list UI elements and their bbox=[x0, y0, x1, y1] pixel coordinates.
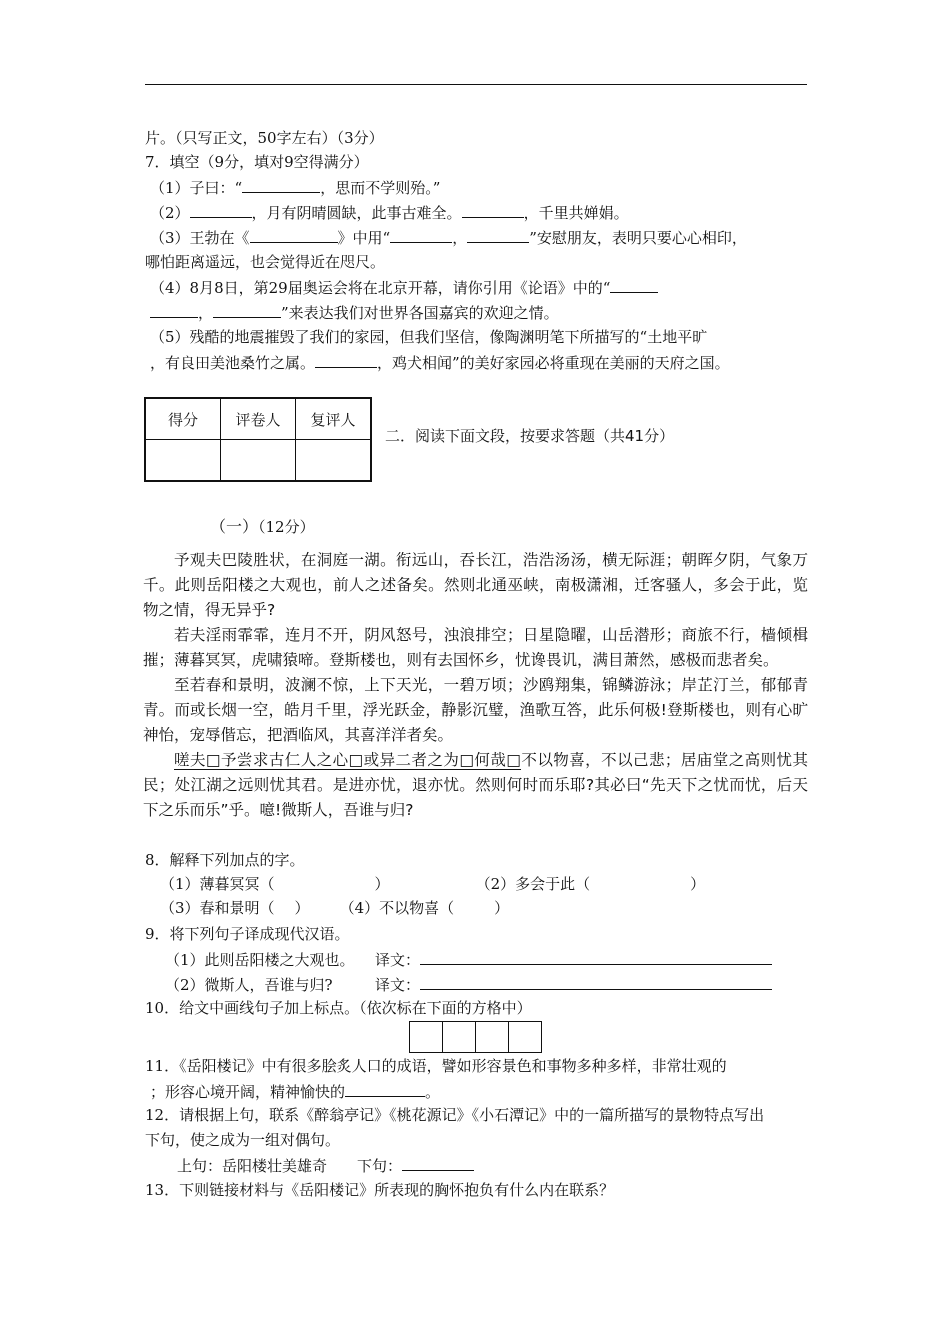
score-table bbox=[144, 397, 372, 482]
q7-line3: （3）王勃在《 》中用“ ， ”安慰朋友，表明只要心心相印， bbox=[150, 229, 747, 247]
answer-line[interactable] bbox=[420, 974, 772, 990]
blank[interactable] bbox=[345, 1081, 425, 1097]
score-header-score: 得分 bbox=[145, 398, 221, 440]
blank[interactable] bbox=[213, 302, 281, 318]
blank[interactable] bbox=[242, 177, 320, 193]
passage-p1: 予观夫巴陵胜状，在洞庭一湖。衔远山，吞长江，浩浩汤汤，横无际涯；朝晖夕阴，气象万千。此则岳阳楼之大观也，前人之述备矣。然则北通巫峡，南极潇湘，迁客骚人，多会于此，览物之情，得无异乎? bbox=[143, 551, 808, 619]
q7-line1: （1）子曰：“ ，思而不学则殆。” bbox=[150, 179, 441, 197]
grader-cell[interactable] bbox=[221, 440, 296, 482]
blank[interactable] bbox=[390, 227, 452, 243]
underlined-sentence: 嗟夫□予尝求古仁人之心□或异二者之为□何哉□ bbox=[174, 751, 522, 769]
q6-tail: 片。（只写正文，50字左右）（3分） bbox=[145, 129, 384, 147]
passage-p4: 嗟夫□予尝求古仁人之心□或异二者之为□何哉□不以物喜，不以己悲；居庙堂之高则忧其民；处江湖之远则忧其君。是进亦忧，退亦忧。然则何时而乐耶?其必曰“先天下之忧而忧，后天下之乐而乐”乎。噫!微斯人，吾谁与归? bbox=[143, 751, 808, 819]
q9-s2: （2）微斯人，吾谁与归? 译文： bbox=[165, 974, 772, 995]
q9-s1: （1）此则岳阳楼之大观也。 译文： bbox=[165, 949, 772, 970]
blank[interactable] bbox=[402, 1155, 474, 1171]
punctuation-boxes bbox=[410, 1021, 542, 1053]
q12-line2: 下句，使之成为一组对偶句。 bbox=[145, 1131, 341, 1149]
passage-p2: 若夫淫雨霏霏，连月不开，阴风怒号，浊浪排空；日星隐曜，山岳潜形；商旅不行，樯倾楫摧；薄暮冥冥，虎啸猿啼。登斯楼也，则有去国怀乡，忧谗畏讥，满目萧然，感极而悲者矣。 bbox=[143, 626, 808, 669]
q7-line5-cont: ，有良田美池桑竹之属。 ，鸡犬相闻”的美好家园必将重现在美丽的天府之国。 bbox=[150, 354, 730, 372]
blank[interactable] bbox=[190, 202, 252, 218]
q7-title: 7．填空（9分，填对9空得满分） bbox=[145, 153, 369, 171]
q11-line1: 11．《岳阳楼记》中有很多脍炙人口的成语，譬如形容景色和事物多种多样，非常壮观的 bbox=[145, 1057, 727, 1075]
punctuation-box[interactable] bbox=[508, 1021, 542, 1053]
header-rule bbox=[145, 84, 807, 85]
q10: 10．给文中画线句子加上标点。（依次标在下面的方格中） bbox=[145, 999, 532, 1017]
blank[interactable] bbox=[610, 277, 658, 293]
blank[interactable] bbox=[250, 227, 338, 243]
punctuation-box[interactable] bbox=[475, 1021, 509, 1053]
passage bbox=[143, 548, 808, 823]
q12-line1: 12．请根据上句，联系《醉翁亭记》《桃花源记》《小石潭记》中的一篇所描写的景物特点写出 bbox=[145, 1106, 765, 1124]
q13: 13．下则链接材料与《岳阳楼记》所表现的胸怀抱负有什么内在联系？ bbox=[145, 1181, 615, 1199]
q9-title: 9．将下列句子译成现代汉语。 bbox=[145, 925, 350, 943]
score-header-reviewer: 复评人 bbox=[296, 398, 372, 440]
blank[interactable] bbox=[462, 202, 524, 218]
q7-line3-cont: 哪怕距离遥远，也会觉得近在咫尺。 bbox=[145, 253, 386, 271]
q7-line5: （5）残酷的地震摧毁了我们的家园，但我们坚信，像陶渊明笔下所描写的“土地平旷 bbox=[150, 328, 708, 346]
blank[interactable] bbox=[315, 352, 377, 368]
reviewer-cell[interactable] bbox=[296, 440, 372, 482]
punctuation-box[interactable] bbox=[442, 1021, 476, 1053]
score-cell[interactable] bbox=[145, 440, 221, 482]
punctuation-box[interactable] bbox=[409, 1021, 443, 1053]
score-header-grader: 评卷人 bbox=[221, 398, 296, 440]
q8-row2: （3）春和景明（ ） （4）不以物喜（ ） bbox=[160, 899, 510, 917]
blank[interactable] bbox=[467, 227, 529, 243]
q7-line2: （2） ，月有阴晴圆缺，此事古难全。 ，千里共婵娟。 bbox=[150, 204, 629, 222]
blank[interactable] bbox=[150, 302, 198, 318]
q8-title: 8．解释下列加点的字。 bbox=[145, 851, 305, 869]
q8-row1: （1）薄暮冥冥（ ） （2）多会于此（ ） bbox=[160, 875, 706, 893]
section2-title: 二．阅读下面文段，按要求答题（共41分） bbox=[385, 427, 675, 445]
q7-line4-cont: ， ”来表达我们对世界各国嘉宾的欢迎之情。 bbox=[150, 302, 559, 323]
q12-line3: 上句：岳阳楼壮美雄奇 下句： bbox=[177, 1155, 474, 1176]
passage-p3: 至若春和景明，波澜不惊，上下天光，一碧万顷；沙鸥翔集，锦鳞游泳；岸芷汀兰，郁郁青青。而或长烟一空，皓月千里，浮光跃金，静影沉璧，渔歌互答，此乐何极!登斯楼也，则有心旷神怡，宠辱偕忘，把酒临风，其喜洋洋者矣。 bbox=[143, 676, 808, 744]
q11-line2: ；形容心境开阔，精神愉快的 。 bbox=[150, 1083, 441, 1101]
part1-title: （一）（12分） bbox=[210, 517, 315, 536]
q7-line4: （4）8月8日，第29届奥运会将在北京开幕，请你引用《论语》中的“ bbox=[150, 277, 658, 298]
answer-line[interactable] bbox=[420, 949, 772, 965]
